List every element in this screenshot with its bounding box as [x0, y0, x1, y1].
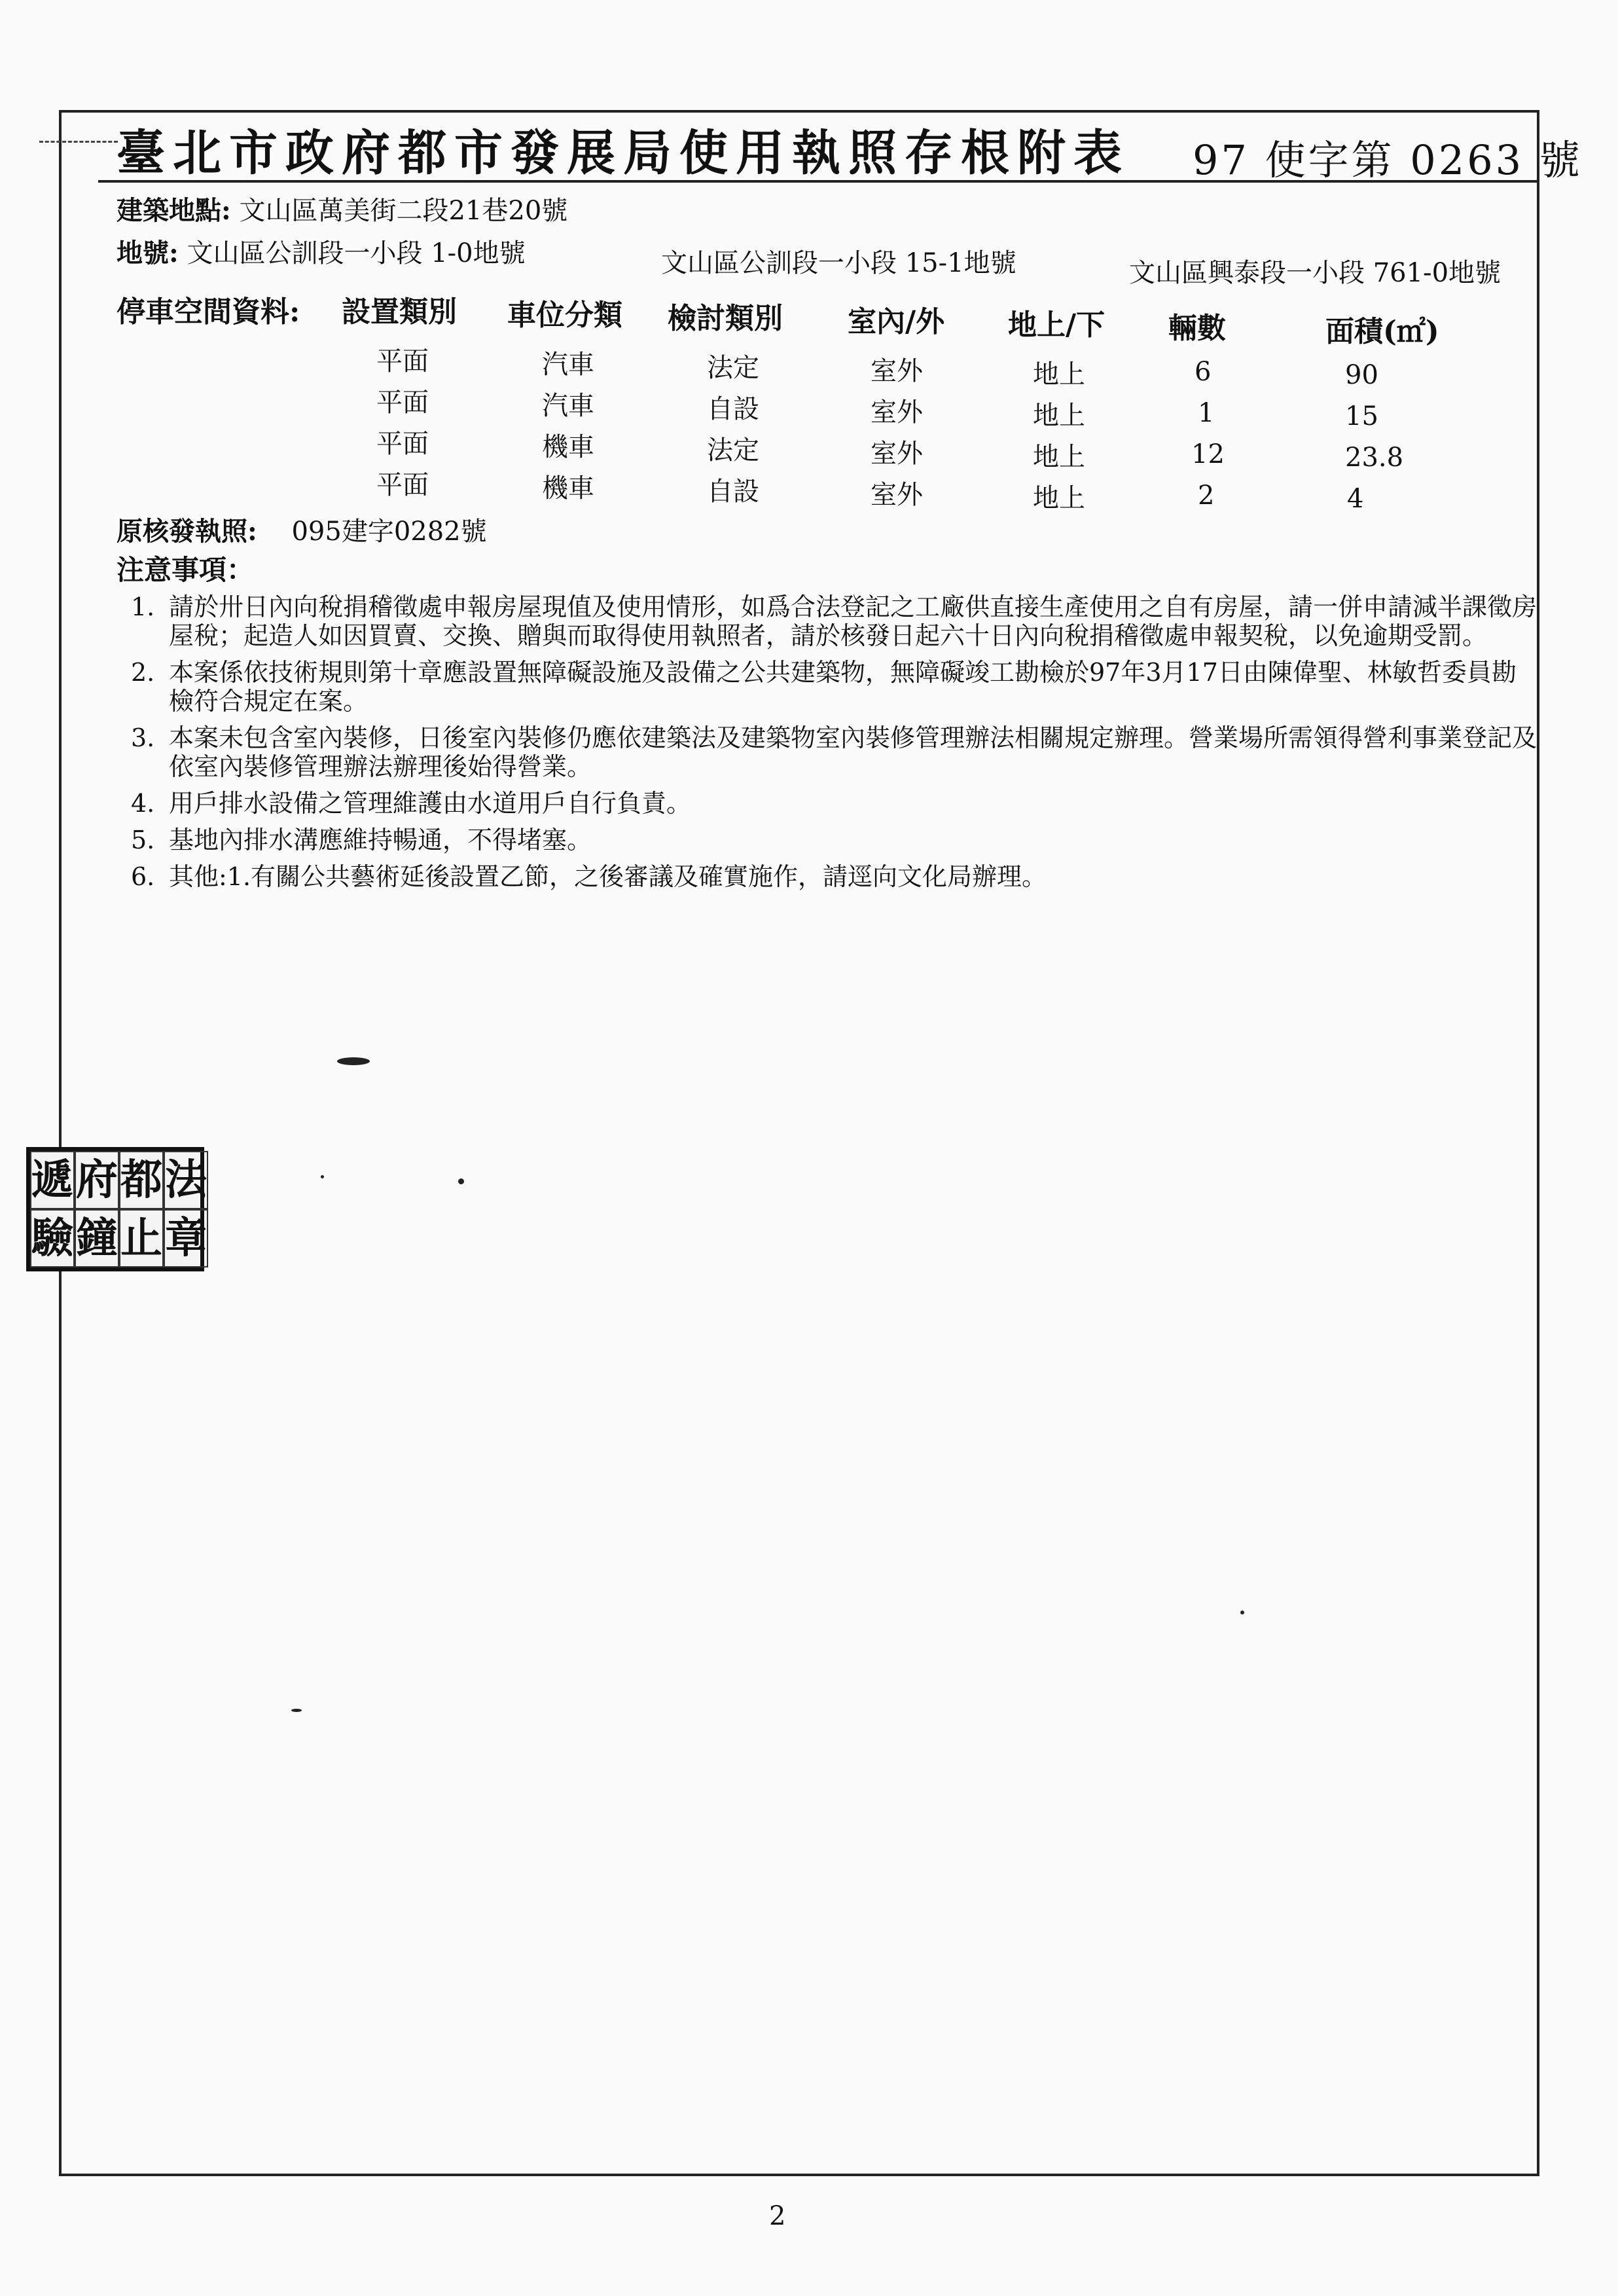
table-cell: 23.8	[1345, 443, 1404, 473]
col-header-indoor-outdoor: 室內/外	[848, 305, 945, 338]
seal-char: 府	[75, 1151, 119, 1209]
lot-label: 地號:	[117, 238, 179, 268]
note-number: 4.	[131, 789, 155, 818]
seal-char: 章	[164, 1209, 208, 1267]
seal-char: 鐘	[75, 1209, 119, 1267]
notes-list	[131, 592, 1538, 899]
note-number: 2.	[131, 658, 155, 687]
list-item	[131, 862, 1538, 891]
list-item	[131, 826, 1538, 854]
note-text: 請於卅日內向稅捐稽徵處申報房屋現值及使用情形，如爲合法登記之工廠供直接生產使用之自有房屋，請一併申請減半課徵房屋稅；起造人如因買賣、交換、贈與而取得使用執照者，請於核發日起六十日內向稅捐稽徵處申報契稅，以免逾期受罰。	[169, 592, 1537, 650]
list-item	[131, 658, 1538, 716]
list-item	[131, 789, 1538, 818]
col-header-setup-type: 設置類別	[342, 295, 457, 329]
note-text: 本案係依技術規則第十章應設置無障礙設施及設備之公共建築物，無障礙竣工勘檢於97年3月17日由陳偉聖、林敏哲委員勘檢符合規定在案。	[169, 658, 1517, 716]
notes-label: 注意事項：	[117, 554, 255, 586]
table-cell: 平面	[376, 429, 429, 459]
col-header-space-class: 車位分類	[507, 299, 622, 332]
note-number: 5.	[131, 826, 155, 854]
lot-3: 文山區興泰段一小段 761-0地號	[1129, 258, 1501, 288]
table-cell: 平面	[376, 346, 429, 376]
original-permit-value: 095建字0282號	[291, 517, 487, 547]
note-text: 基地內排水溝應維持暢通，不得堵塞。	[169, 826, 592, 854]
scan-artifact	[1240, 1611, 1244, 1614]
seal-char: 遞	[30, 1151, 75, 1209]
col-header-area: 面積(㎡)	[1325, 315, 1439, 348]
table-cell: 地上	[1033, 401, 1085, 431]
table-cell: 自設	[707, 394, 759, 424]
table-cell: 法定	[707, 435, 759, 465]
parking-section-label: 停車空間資料:	[117, 295, 300, 329]
location-row	[117, 190, 567, 227]
page-number: 2	[769, 2201, 786, 2231]
table-cell: 2	[1198, 481, 1215, 511]
official-seal	[26, 1147, 207, 1271]
table-cell: 12	[1191, 439, 1225, 469]
note-text: 其他:1.有關公共藝術延後設置乙節，之後審議及確實施作，請逕向文化局辦理。	[169, 862, 1047, 891]
document-title: 臺北市政府都市發展局使用執照存根附表	[117, 125, 1130, 181]
table-cell: 地上	[1033, 483, 1085, 513]
col-header-count: 輛數	[1168, 312, 1226, 345]
table-cell: 汽車	[542, 350, 594, 380]
table-cell: 汽車	[542, 391, 594, 421]
lot-1: 文山區公訓段一小段 1-0地號	[187, 238, 526, 268]
table-cell: 室外	[871, 356, 923, 386]
scan-artifact	[321, 1175, 324, 1178]
table-cell: 平面	[376, 388, 429, 418]
lot-2: 文山區公訓段一小段 15-1地號	[661, 248, 1016, 278]
scan-artifact	[337, 1057, 370, 1065]
lot-row	[117, 232, 526, 270]
col-header-above-below: 地上/下	[1008, 308, 1106, 342]
list-item	[131, 723, 1538, 781]
table-cell: 法定	[707, 353, 759, 383]
table-cell: 自設	[707, 477, 759, 507]
seal-char: 都	[119, 1151, 164, 1209]
note-number: 1.	[131, 592, 155, 621]
table-cell: 室外	[871, 439, 923, 469]
scan-artifact	[458, 1178, 464, 1184]
note-text: 本案未包含室內裝修，日後室內裝修仍應依建築法及建築物室內裝修管理辦法相關規定辦理。營業場所需領得營利事業登記及依室內裝修管理辦法辦理後始得營業。	[169, 723, 1537, 781]
scan-artifact	[291, 1709, 302, 1712]
note-text: 用戶排水設備之管理維護由水道用戶自行負責。	[169, 789, 692, 818]
table-cell: 機車	[542, 432, 594, 462]
table-cell: 地上	[1033, 442, 1085, 472]
location-label: 建築地點:	[117, 195, 231, 226]
table-cell: 地上	[1033, 359, 1085, 390]
table-cell: 1	[1198, 398, 1215, 428]
note-number: 6.	[131, 862, 155, 891]
seal-char: 止	[119, 1209, 164, 1267]
list-item	[131, 592, 1538, 650]
original-permit-row	[117, 511, 487, 548]
table-cell: 6	[1195, 357, 1212, 387]
page-frame	[59, 110, 1539, 2176]
seal-char: 驗	[30, 1209, 75, 1267]
table-cell: 室外	[871, 480, 923, 510]
permit-number: 97 使字第 0263 號	[1193, 136, 1583, 184]
table-cell: 90	[1345, 360, 1378, 390]
table-cell: 4	[1347, 484, 1364, 514]
original-permit-label: 原核發執照:	[117, 516, 257, 547]
location-value: 文山區萬美街二段21巷20號	[239, 196, 568, 226]
table-cell: 機車	[542, 473, 594, 503]
col-header-review-type: 檢討類別	[668, 302, 783, 335]
seal-char: 法	[164, 1151, 208, 1209]
table-cell: 平面	[376, 470, 429, 500]
note-number: 3.	[131, 723, 155, 752]
table-cell: 室外	[871, 397, 923, 428]
table-cell: 15	[1345, 401, 1378, 431]
scan-artifact	[39, 141, 118, 149]
